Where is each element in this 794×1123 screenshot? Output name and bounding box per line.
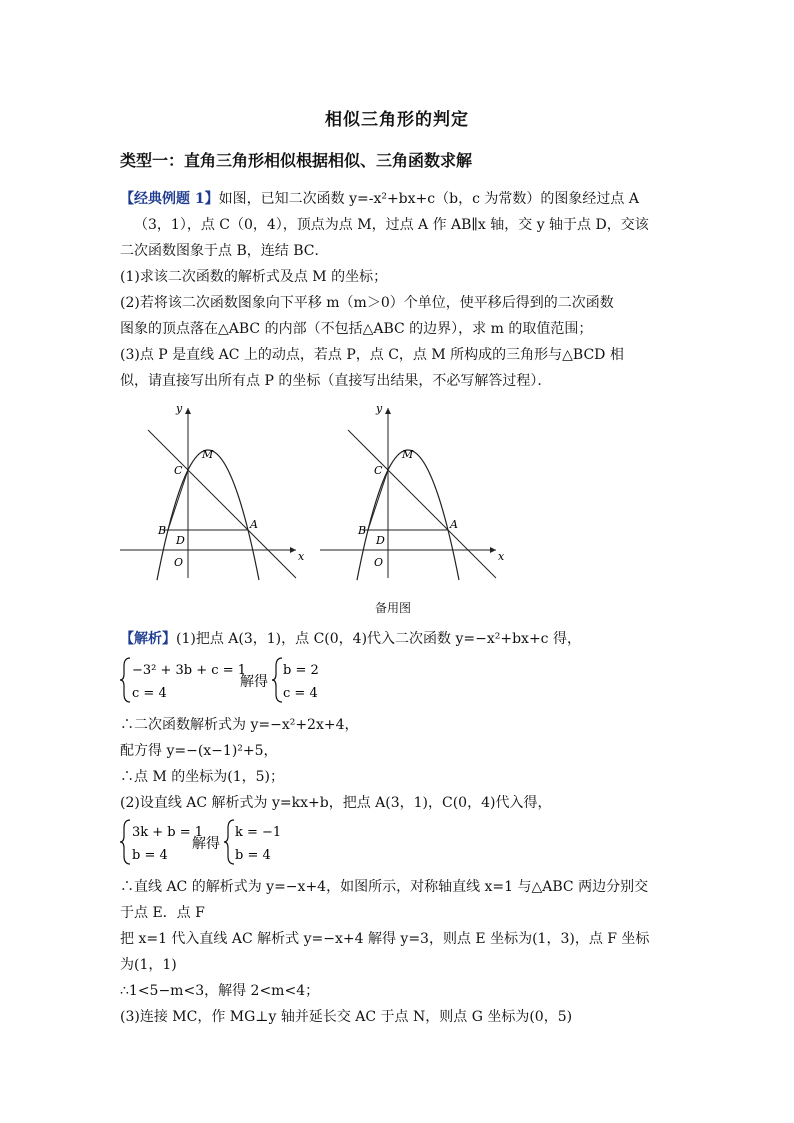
point-c-label: C [174,464,183,477]
sys1-left-eq2: c = 4 [132,686,167,701]
problem-part-3: (3)点 P 是直线 AC 上的动点，若点 P，点 C，点 M 所构成的三角形与△BCD 相 [120,347,624,363]
point-d-label: D [176,534,185,547]
solution-tag: 【解析】 [120,631,176,647]
sys1-solve-word: 解得 [240,674,268,690]
equation-system-1 [120,656,340,704]
y-axis-arrow [385,408,391,414]
problem-statement [120,186,680,394]
y-axis-label: y [376,402,383,415]
solution-line: ∴1<5−m<3，解得 2<m<4； [120,983,320,999]
solution-line-text: (1)把点 A(3，1)，点 C(0，4)代入二次函数 y=−x²+bx+c 得， [176,631,581,647]
problem-line-text: 如图，已知二次函数 y=-x²+bx+c（b，c 为常数）的图象经过点 A [218,191,639,207]
problem-part-2: (2)若将该二次函数图象向下平移 m（m＞0）个单位，使平移后得到的二次函数 [120,295,614,311]
solution-line: 配方得 y=−(x−1)²+5， [120,743,278,759]
x-axis-label: x [498,550,505,563]
parabola-curve [357,450,459,580]
example-tag: 【经典例题 1】 [120,191,219,207]
x-axis-arrow [290,547,296,553]
sys1-right-eq1: b = 2 [283,663,319,678]
problem-part-1: (1)求该二次函数的解析式及点 M 的坐标； [120,269,388,285]
point-a-label: A [450,518,458,531]
solution-start [120,626,680,652]
solution-block-b [120,874,680,1030]
y-axis-arrow [185,408,191,414]
figure-main [120,402,305,580]
equation-system-1-svg [120,656,340,704]
solution-line: ∴直线 AC 的解析式为 y=−x+4，如图所示，对称轴直线 x=1 与△ABC 两边分别交 [120,879,649,895]
point-b-label: B [158,524,167,537]
figure-backup [320,402,505,580]
problem-line: 似，请直接写出所有点 P 的坐标（直接写出结果，不必写解答过程）． [120,373,552,389]
sys2-solve-word: 解得 [192,836,220,852]
point-m-label: M [202,448,214,461]
line-ac [348,430,496,578]
segment-bc [368,470,388,530]
solution-line: ∴二次函数解析式为 y=−x²+2x+4， [120,717,359,733]
point-c-label: C [374,464,383,477]
origin-label: O [374,556,384,569]
solution-line: 于点 E．点 F [120,905,205,921]
y-axis-label: y [176,402,183,415]
figures [120,400,520,615]
problem-line: 图象的顶点落在△ABC 的内部（不包括△ABC 的边界），求 m 的取值范围； [120,321,593,337]
point-a-label: A [250,518,258,531]
point-m-label: M [402,448,414,461]
problem-line: 二次函数图象于点 B，连结 BC． [120,243,329,259]
sys2-left-eq1: 3k + b = 1 [132,825,204,840]
page-title: 相似三角形的判定 [325,110,469,130]
sys1-right-eq2: c = 4 [283,686,318,701]
parabola-figures-svg [120,400,520,600]
solution-line [120,626,680,652]
solution-line: (3)连接 MC，作 MG⊥y 轴并延长交 AC 于点 N，则点 G 坐标为(0，5) [120,1009,573,1025]
equation-system-2-svg [120,818,340,866]
problem-line: （3，1），点 C（0，4），顶点为点 M，过点 A 作 AB∥x 轴，交 y 轴于点 D，交该 [134,217,649,233]
origin-label: O [174,556,184,569]
section-heading: 类型一：直角三角形相似根据相似、三角函数求解 [120,151,473,170]
equation-system-2 [120,818,340,866]
figure-caption: 备用图 [375,601,412,615]
solution-block-a [120,712,680,816]
sys1-left-eq1: −3² + 3b + c = 1 [132,663,246,678]
sys2-left-eq2: b = 4 [132,848,168,863]
problem-line [120,186,680,212]
x-axis-arrow [490,547,496,553]
x-axis-label: x [298,550,305,563]
solution-line: ∴点 M 的坐标为(1，5)； [120,769,284,785]
sys2-right-eq1: k = −1 [235,825,282,840]
solution-line: 为(1，1) [120,957,177,973]
solution-line: 把 x=1 代入直线 AC 解析式 y=−x+4 解得 y=3，则点 E 坐标为(1，3)，点 F 坐标 [120,931,650,947]
line-ac [148,430,296,578]
parabola-curve [157,450,259,580]
point-b-label: B [358,524,367,537]
solution-line: (2)设直线 AC 解析式为 y=kx+b，把点 A(3，1)，C(0，4)代入得， [120,795,552,811]
point-d-label: D [376,534,385,547]
sys2-right-eq2: b = 4 [235,848,271,863]
segment-bc [168,470,188,530]
